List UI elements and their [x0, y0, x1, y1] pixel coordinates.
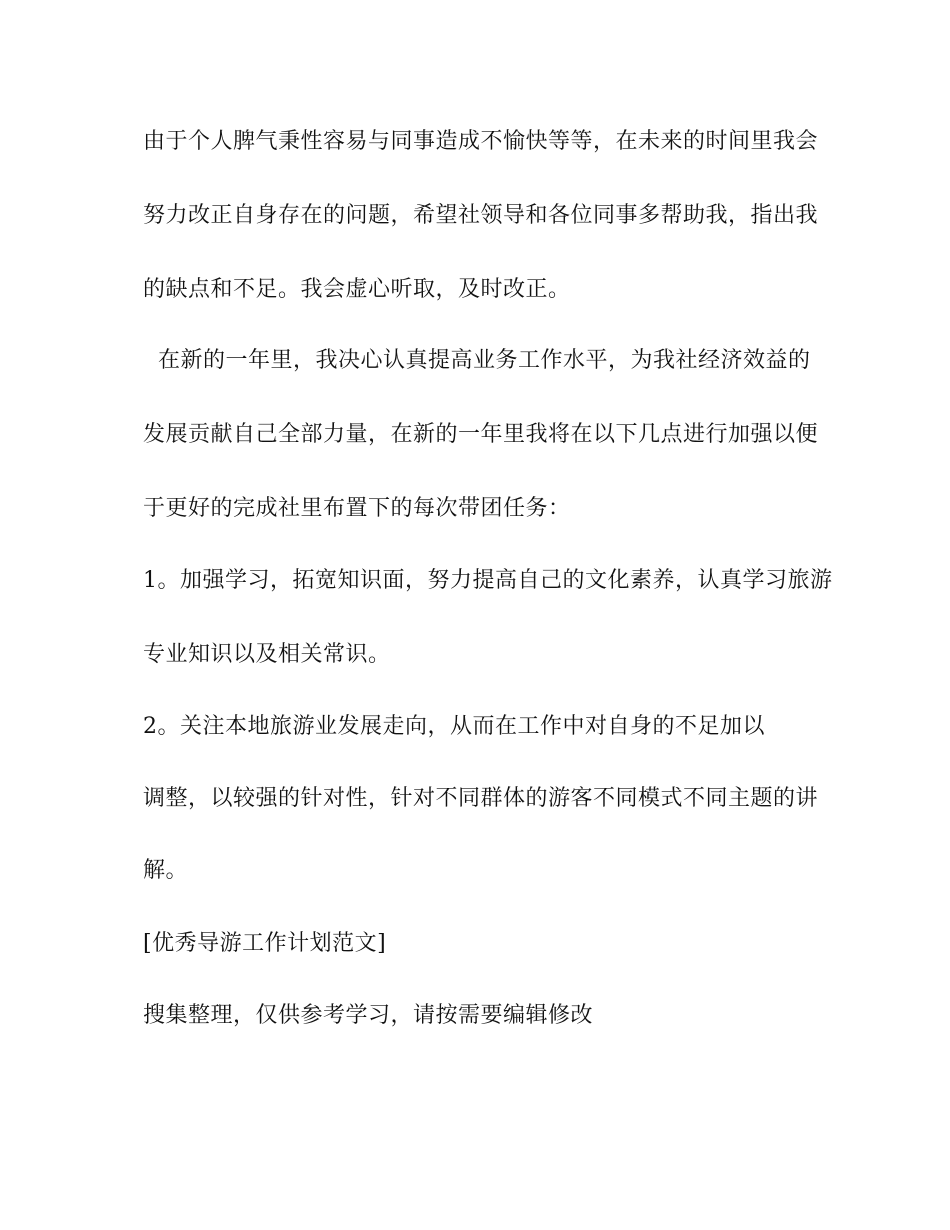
list-item-line: 1。加强学习，拓宽知识面，努力提高自己的文化素养，认真学习旅游: [143, 568, 833, 593]
paragraph-line: 由于个人脾气秉性容易与同事造成不愉快等等，在未来的时间里我会: [143, 129, 819, 154]
paragraph-line: 发展贡献自己全部力量，在新的一年里我将在以下几点进行加强以便: [143, 422, 819, 447]
list-item-line: 专业知识以及相关常识。: [143, 642, 391, 667]
list-item-line: 解。: [143, 858, 189, 883]
paragraph-line: 努力改正自身存在的问题，希望社领导和各位同事多帮助我，指出我: [143, 203, 819, 228]
list-item-line: 2。关注本地旅游业发展走向，从而在工作中对自身的不足加以: [143, 714, 765, 739]
paragraph-line: 在新的一年里，我决心认真提高业务工作水平，为我社经济效益的: [143, 348, 811, 373]
paragraph-line: 于更好的完成社里布置下的每次带团任务：: [143, 496, 571, 521]
footer-note: 搜集整理，仅供参考学习，请按需要编辑修改: [143, 1003, 594, 1028]
document-title-tag: [优秀导游工作计划范文]: [143, 931, 387, 956]
paragraph-line: 的缺点和不足。我会虚心听取，及时改正。: [143, 277, 571, 302]
list-item-line: 调整，以较强的针对性，针对不同群体的游客不同模式不同主题的讲: [143, 786, 819, 811]
